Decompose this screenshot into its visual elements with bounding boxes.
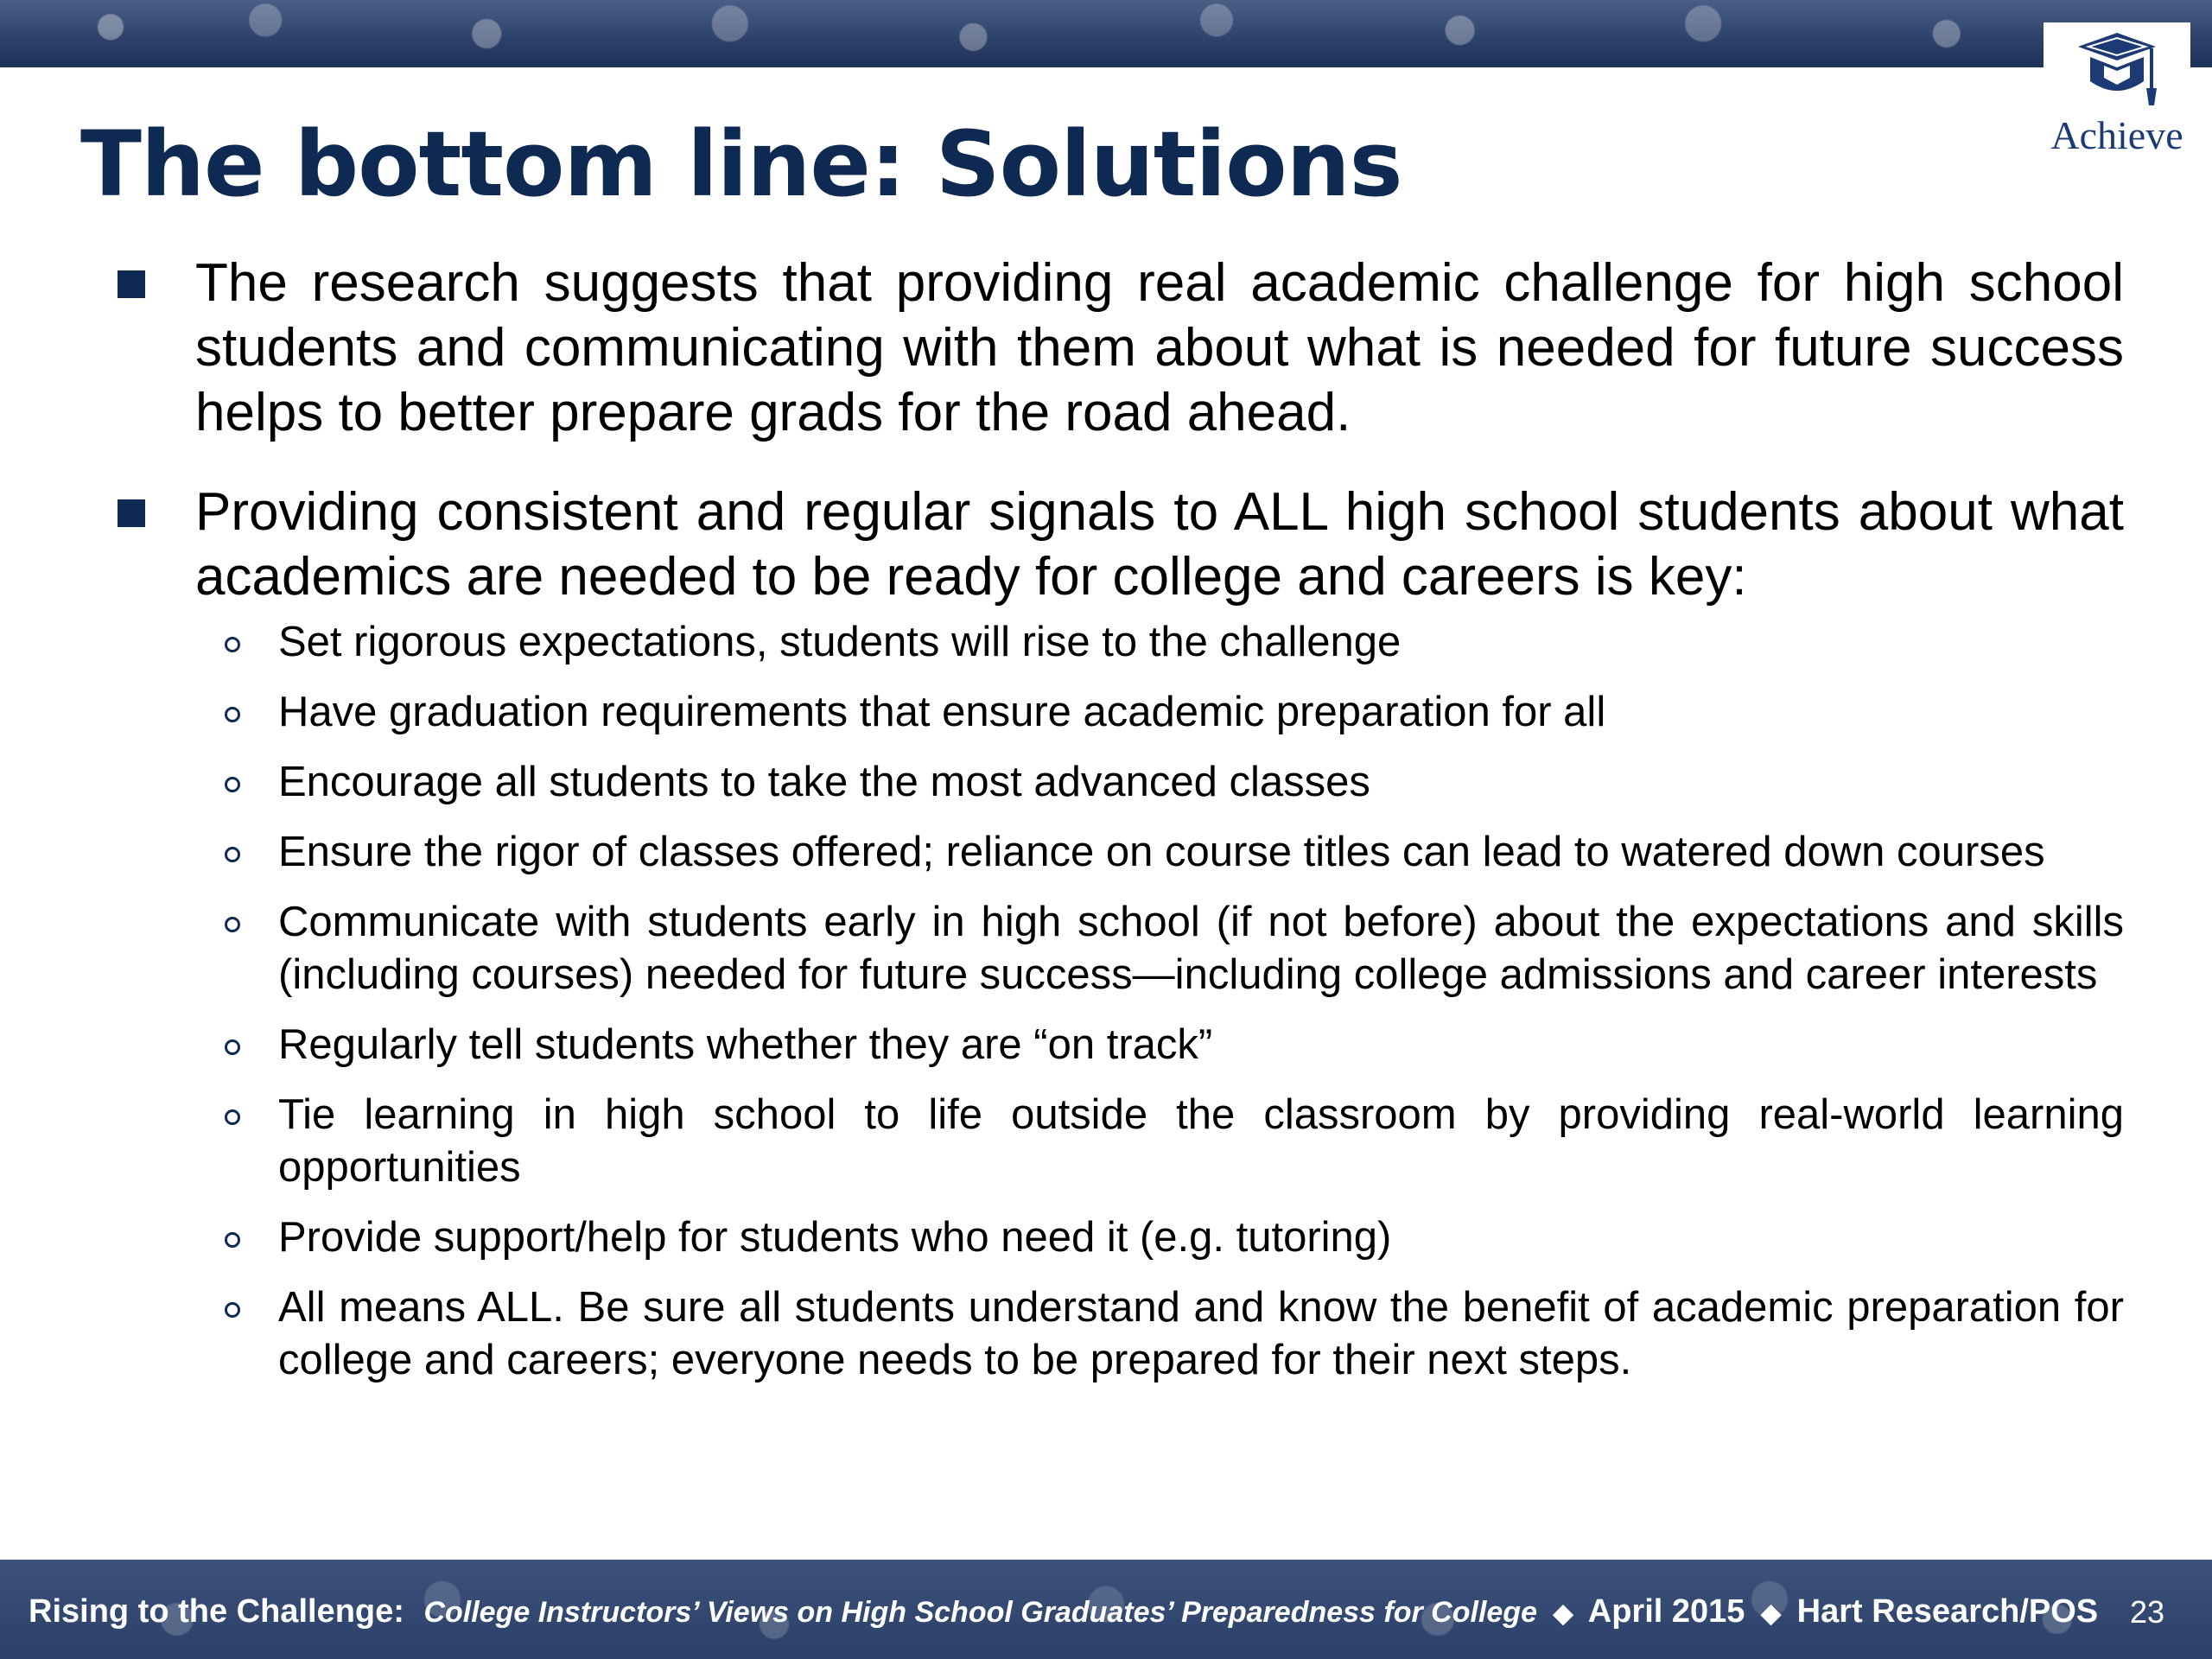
sub-bullet-item [112,1019,2124,1071]
bullet-text: The research suggests that providing real academic challenge for high school students and communicating with them about what is needed for future success helps to better prepare grads for the road ahead. [195,253,2124,442]
diamond-separator-icon: ◆ [1553,1599,1573,1628]
footer-bar [0,1560,2212,1659]
sub-bullet-text: Set rigorous expectations, students will rise to the challenge [278,619,1402,665]
top-banner-photo [0,0,2212,67]
circle-bullet-icon [225,777,240,792]
circle-bullet-icon [225,847,240,862]
bullet-item [112,480,2124,609]
footer-text [29,1592,2098,1634]
sub-bullet-text: Communicate with students early in high school (if not before) about the expectations and skills (including courses) needed for future success—including college admissions and career interests [278,899,2124,998]
sub-bullet-item [112,756,2124,809]
circle-bullet-icon [225,1232,240,1248]
circle-bullet-icon [225,1109,240,1125]
sub-bullet-text: Encourage all students to take the most advanced classes [278,759,1370,805]
circle-bullet-icon [225,1039,240,1055]
sub-bullet-text: Regularly tell students whether they are “on track” [278,1021,1213,1068]
sub-bullet-item [112,1281,2124,1387]
sub-bullet-text: Ensure the rigor of classes offered; reliance on course titles can lead to watered down courses [278,829,2045,875]
sub-bullet-item [112,1089,2124,1194]
slide-body [112,251,2124,1404]
bullet-text: Providing consistent and regular signals to ALL high school students about what academics are needed to be ready for college and careers is key: [195,482,2124,607]
page-number: 23 [2129,1594,2164,1630]
sub-bullet-text: Have graduation requirements that ensure academic preparation for all [278,689,1606,735]
sub-bullet-item [112,1211,2124,1264]
circle-bullet-icon [225,1302,240,1318]
footer-date: April 2015 [1587,1593,1745,1630]
sub-bullet-item [112,616,2124,669]
sub-bullet-text: Tie learning in high school to life outside the classroom by providing real-world learning opportunities [278,1091,2124,1191]
sub-bullet-list [112,616,2124,1387]
achieve-logo [2044,22,2190,161]
circle-bullet-icon [225,707,240,722]
sub-bullet-item [112,686,2124,739]
sub-bullet-item [112,826,2124,879]
sub-bullet-text: Provide support/help for students who need it (e.g. tutoring) [278,1214,1392,1261]
footer-title: Rising to the Challenge: [29,1593,404,1630]
graduation-cap-icon [2069,28,2164,123]
slide-title: The bottom line: Solutions [80,111,1402,217]
diamond-separator-icon: ◆ [1761,1599,1782,1628]
sub-bullet-text: All means ALL. Be sure all students understand and know the benefit of academic preparation for college and careers; everyone needs to be prepared for their next steps. [278,1284,2124,1383]
sub-bullet-item [112,896,2124,1001]
logo-text: Achieve [2050,113,2183,157]
footer-source: Hart Research/POS [1796,1593,2099,1630]
footer-subtitle: College Instructors’ Views on High School Graduates’ Preparedness for College [423,1596,1537,1629]
circle-bullet-icon [225,637,240,652]
circle-bullet-icon [225,917,240,932]
bullet-item [112,251,2124,445]
square-bullet-icon [118,270,145,298]
square-bullet-icon [118,499,145,527]
